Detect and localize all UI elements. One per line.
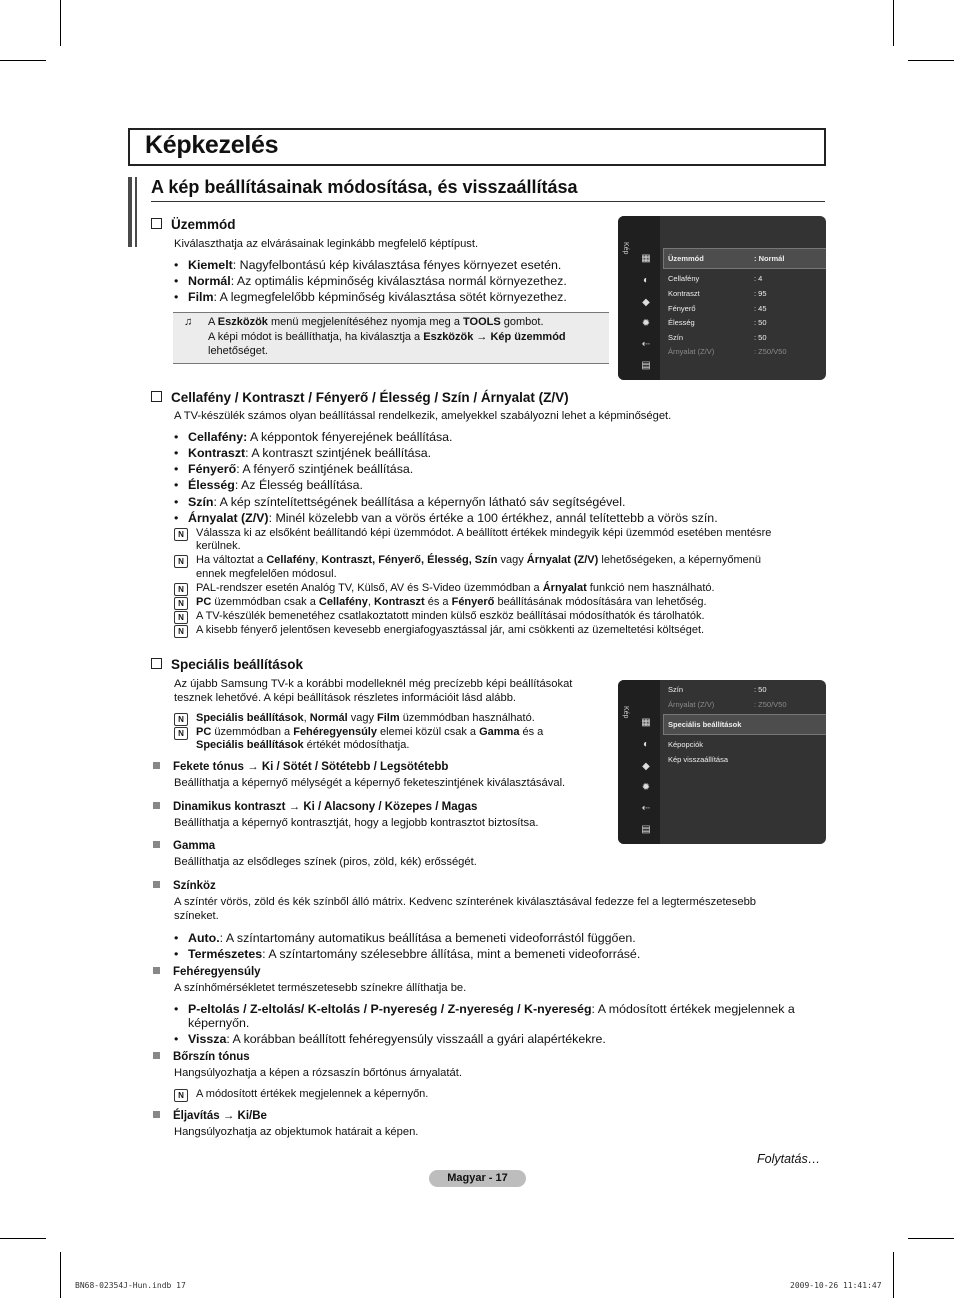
tv-row-label: Árnyalat (Z/V)	[668, 700, 715, 709]
mode-heading: Üzemmód	[151, 217, 236, 232]
tv-row-value: : 50	[754, 318, 767, 327]
input-icon: ⇠	[641, 803, 651, 814]
special-intro: Az újabb Samsung TV-k a korábbi modelleknél még precízebb képi beállításokat	[174, 678, 573, 690]
tv-row-label: Szín	[668, 333, 684, 342]
tv-row-label: Speciális beállítások	[668, 720, 742, 729]
tv-row-value: : Z50/V50	[754, 700, 787, 709]
picture-settings-intro: A TV-készülék számos olyan beállítással rendelkezik, amelyekkel szabályozni lehet a képminőséget.	[174, 410, 672, 422]
app-icon: ▤	[641, 360, 651, 371]
section-title: A kép beállításainak módosítása, és visszaállítása	[151, 177, 578, 197]
list-item: • P-eltolás / Z-eltolás/ K-eltolás / P-nyereség / Z-nyereség / K-nyereség: A módosított értékek megjelennek a	[174, 1002, 795, 1016]
subitem-heading: Éljavítás → Ki/Be	[153, 1110, 267, 1122]
tv-row-label: Kontraszt	[668, 289, 700, 298]
tv-menu-screenshot-1	[618, 216, 826, 380]
settings-icon: ✹	[641, 318, 651, 329]
page-number-badge: Magyar - 17	[429, 1170, 526, 1187]
continued-label: Folytatás…	[757, 1152, 821, 1166]
tv-side-label: Kép	[622, 242, 629, 255]
note-icon: N	[174, 528, 188, 541]
section-bar-thin	[135, 177, 137, 247]
tv-row-label: Fényerő	[668, 304, 696, 313]
tv-side-label: Kép	[622, 706, 629, 719]
note: N PC üzemmódban csak a Cellafény, Kontraszt és a Fényerő beállításának módosítására van lehetőség.	[174, 596, 707, 610]
list-item: • Természetes: A színtartomány szélesebbre állítása, mint a bemeneti videoforrásé.	[174, 947, 641, 961]
note: N A módosított értékek megjelennek a képernyőn.	[174, 1088, 428, 1102]
tv-row-value: : Z50/V50	[754, 347, 787, 356]
list-item: • Normál: Az optimális képminőség kiválasztása normál környezethez.	[174, 274, 567, 288]
tv-row-label: Kép visszaállítása	[668, 755, 729, 764]
subitem-desc: Beállíthatja az elsődleges színek (piros, zöld, kék) erősségét.	[174, 856, 477, 868]
note-icon: N	[174, 555, 188, 568]
note: N PC üzemmódban a Fehéregyensúly elemei közül csak a Gamma és a	[174, 726, 543, 740]
input-icon: ⇠	[641, 339, 651, 350]
note: N Speciális beállítások, Normál vagy Film üzemmódban használható.	[174, 712, 535, 726]
note: N Válassza ki az elsőként beállítandó képi üzemmódot. A beállított értékek mindegyik képi üzemmód esetében mentésre	[174, 527, 771, 541]
tv-row-value: : 50	[754, 685, 767, 694]
special-heading: Speciális beállítások	[151, 657, 303, 672]
note-icon: N	[174, 727, 188, 740]
list-item: • Cellafény: A képpontok fényerejének beállítása.	[174, 430, 453, 444]
subitem-heading: Színköz	[153, 880, 216, 892]
tip-line: A képi módot is beállíthatja, ha kiválasztja a Eszközök → Kép üzemmód	[208, 331, 566, 343]
tv-row-label: Szín	[668, 685, 684, 694]
tv-row-label: Élesség	[668, 318, 695, 327]
sound-icon: ◐	[642, 739, 650, 750]
tv-row-label: Üzemmód	[668, 254, 704, 263]
picture-settings-heading: Cellafény / Kontraszt / Fényerő / Élesség / Szín / Árnyalat (Z/V)	[151, 390, 569, 405]
tv-row-label: Cellafény	[668, 274, 700, 283]
subitem-desc: A színhőmérsékletet természetesebb színekre állíthatja be.	[174, 982, 467, 994]
section-rule	[151, 201, 825, 202]
tip-line: lehetőséget.	[208, 345, 268, 357]
app-icon: ▤	[641, 824, 651, 835]
note-icon: N	[174, 625, 188, 638]
special-intro: tesznek lehetővé. A képi beállítások részletes információit lásd alább.	[174, 692, 517, 704]
picture-icon: ▦	[641, 253, 651, 264]
note-icon: N	[174, 1089, 188, 1102]
tip-line: A Eszközök menü megjelenítéséhez nyomja meg a TOOLS gombot.	[208, 316, 544, 328]
note-cont: Speciális beállítások értékét módosíthatja.	[196, 739, 410, 751]
note: N A kisebb fényerő jelentősen kevesebb energiafogyasztással jár, ami csökkenti az üzemeltetési költséget.	[174, 624, 704, 638]
note-cont: ennek megfelelően módosul.	[196, 568, 337, 580]
list-item: • Szín: A kép színtelítettségének beállítása a képernyőn látható sáv segítségével.	[174, 495, 626, 509]
sound-icon: ◐	[642, 275, 650, 286]
subitem-desc: Beállíthatja a képernyő mélységét a képernyő feketeszintjének kiválasztásával.	[174, 777, 566, 789]
list-item-cont: képernyőn.	[188, 1016, 250, 1030]
tv-row-value: : 45	[754, 304, 767, 313]
mode-intro: Kiválaszthatja az elvárásainak leginkább megfelelő képtípust.	[174, 238, 479, 250]
chapter-title: Képkezelés	[145, 131, 279, 159]
subitem-heading: Bőrszín tónus	[153, 1051, 250, 1063]
channel-icon: ◆	[642, 761, 650, 772]
note-icon: N	[174, 713, 188, 726]
subitem-desc: A színtér vörös, zöld és kék színből álló mátrix. Kedvenc színterének kiválasztásával fedezze fel a legtermészetesebb	[174, 896, 757, 908]
list-item: • Film: A legmegfelelőbb képminőség kiválasztása sötét környezethez.	[174, 290, 567, 304]
tv-row-label: Képopciók	[668, 740, 704, 749]
note-icon: N	[174, 583, 188, 596]
list-item: • Élesség: Az Élesség beállítása.	[174, 478, 363, 492]
list-item: • Auto.: A színtartomány automatikus beállítása a bemeneti videoforrástól függően.	[174, 931, 636, 945]
tv-row-value: : Normál	[754, 254, 785, 263]
subitem-desc: Hangsúlyozhatja az objektumok határait a képen.	[174, 1126, 419, 1138]
subitem-desc: Hangsúlyozhatja a képen a rózsaszín bőrtónus árnyalatát.	[174, 1067, 462, 1079]
note: N PAL-rendszer esetén Analóg TV, Külső, AV és S-Video üzemmódban a Árnyalat funkció nem használható.	[174, 582, 715, 596]
footer-file: BN68-02354J-Hun.indb 17	[75, 1281, 186, 1290]
tv-row-label: Árnyalat (Z/V)	[668, 347, 715, 356]
section-bar	[128, 177, 132, 247]
note-icon: N	[174, 611, 188, 624]
list-item: • Vissza: A korábban beállított fehéregyensúly visszaáll a gyári alapértékekre.	[174, 1032, 606, 1046]
settings-icon: ✹	[641, 782, 651, 793]
tv-row-value: : 95	[754, 289, 767, 298]
list-item: • Kontraszt: A kontraszt szintjének beállítása.	[174, 446, 432, 460]
subitem-heading: Gamma	[153, 840, 215, 852]
subitem-heading: Fehéregyensúly	[153, 966, 261, 978]
list-item: • Fényerő: A fényerő szintjének beállítása.	[174, 462, 414, 476]
picture-icon: ▦	[641, 717, 651, 728]
note: N Ha változtat a Cellafény, Kontraszt, Fényerő, Élesség, Szín vagy Árnyalat (Z/V) lehetőségeken, a képernyőmenü	[174, 554, 761, 568]
list-item: • Árnyalat (Z/V): Minél közelebb van a vörös értéke a 100 értékhez, annál telítettebb a vörös szín.	[174, 511, 718, 525]
list-item: • Kiemelt: Nagyfelbontású kép kiválasztása fényes környezet esetén.	[174, 258, 562, 272]
tools-icon: ♫	[184, 316, 193, 328]
channel-icon: ◆	[642, 297, 650, 308]
note: N A TV-készülék bemenetéhez csatlakoztatott minden külső eszköz beállításai módosíthatók és tárolhatók.	[174, 610, 705, 624]
footer-date: 2009-10-26 11:41:47	[790, 1281, 882, 1290]
subitem-desc: Beállíthatja a képernyő kontrasztját, hogy a legjobb kontrasztot biztosítsa.	[174, 817, 539, 829]
tv-menu-screenshot-2	[618, 680, 826, 844]
subitem-heading: Fekete tónus → Ki / Sötét / Sötétebb / Legsötétebb	[153, 761, 448, 773]
subitem-heading: Dinamikus kontraszt → Ki / Alacsony / Közepes / Magas	[153, 801, 477, 813]
tv-row-value: : 4	[754, 274, 763, 283]
tv-row-value: : 50	[754, 333, 767, 342]
note-icon: N	[174, 597, 188, 610]
note-cont: kerülnek.	[196, 540, 241, 552]
subitem-desc: színeket.	[174, 910, 219, 922]
